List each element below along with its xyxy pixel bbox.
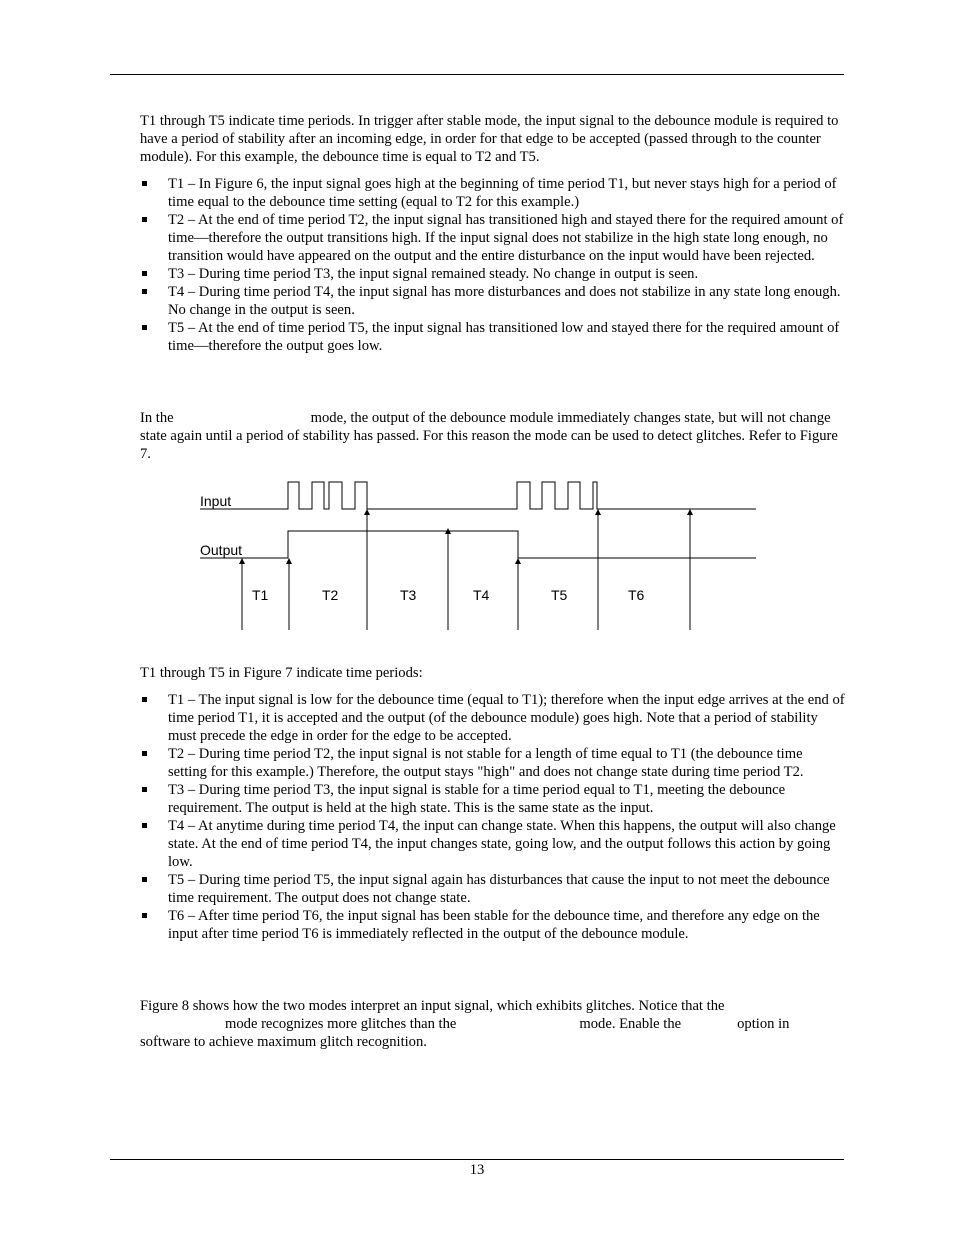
list-item: T6 – After time period T6, the input signal has been stable for the debounce time, and therefore any edge on the input after time period T6 is immediately reflected in the output of the debounce module. [140, 907, 845, 943]
list-item: T4 – During time period T4, the input signal has more disturbances and does not stabilize in any state long enough. No change in the output is seen. [140, 283, 845, 319]
paragraph-text: mode. Enable the [579, 1016, 682, 1032]
figure-8-paragraph [140, 997, 840, 1051]
header-rule [110, 74, 844, 75]
paragraph-text: mode recognizes more glitches than the [225, 1016, 457, 1032]
list-item: T3 – During time period T3, the input signal is stable for a time period equal to T1, meeting the debounce requirement. The output is held at the high state. This is the same state as the input. [140, 781, 845, 817]
list-item: T5 – At the end of time period T5, the input signal has transitioned low and stayed there for the required amount of time—therefore the output goes low. [140, 319, 845, 355]
list-item: T4 – At anytime during time period T4, the input can change state. When this happens, the output will also change state. At the end of time period T4, the input changes state, going low, and the output follows this action by going low. [140, 817, 845, 871]
input-waveform [200, 482, 756, 509]
paragraph-text: Figure 8 shows how the two modes interpret an input signal, which exhibits glitches. Notice that the [140, 998, 725, 1014]
paragraph-text: option in software to achieve maximum glitch recognition. [140, 1016, 790, 1050]
period-label-t3: T3 [400, 587, 417, 603]
list-item: T3 – During time period T3, the input signal remained steady. No change in output is seen. [140, 265, 845, 283]
period-label-t6: T6 [628, 587, 645, 603]
figure-7-intro-paragraph: T1 through T5 in Figure 7 indicate time periods: [140, 665, 423, 681]
trigger-before-stable-paragraph [140, 409, 840, 463]
output-signal-label: Output [200, 542, 243, 558]
list-item: T2 – At the end of time period T2, the input signal has transitioned high and stayed there for the required amount of time—therefore the output transitions high. If the input signal does not stabilize in the high state long enough, no transition would have appeared on the output and the entire disturbance on the input would have been rejected. [140, 211, 845, 265]
intro-paragraph: T1 through T5 indicate time periods. In trigger after stable mode, the input signal to the debounce module is required to have a period of stability after an incoming edge, in order for that edge to be accepted (passed through to the counter module). For this example, the debounce time is equal to T2 and T5. [140, 113, 839, 165]
footer-rule [110, 1159, 844, 1160]
period-label-t2: T2 [322, 587, 339, 603]
period-label-t4: T4 [473, 587, 490, 603]
output-waveform [200, 531, 756, 558]
period-label-t1: T1 [252, 587, 269, 603]
paragraph-text: mode, the output of the debounce module immediately changes state, but will not change state again until a period of stability has passed. For this reason the mode can be used to detect glitches. Refer to Figure 7. [140, 410, 838, 462]
page-number: 13 [469, 1162, 485, 1178]
figure-7-timing-diagram [195, 475, 765, 635]
period-markers [242, 512, 690, 630]
paragraph-text: In the [140, 410, 174, 426]
list-item: T1 – The input signal is low for the debounce time (equal to T1); therefore when the input edge arrives at the end of time period T1, it is accepted and the output (of the debounce module) goes high. Note that a period of stability must precede the edge in order for the edge to be accepted. [140, 691, 845, 745]
list-item: T1 – In Figure 6, the input signal goes high at the beginning of time period T1, but never stays high for a period of time equal to the debounce time setting (equal to T2 for this example.) [140, 175, 845, 211]
input-signal-label: Input [200, 493, 232, 509]
list-item: T2 – During time period T2, the input signal is not stable for a length of time equal to T1 (the debounce time setting for this example.) Therefore, the output stays "high" and does not change state during time period T2. [140, 745, 845, 781]
period-label-t5: T5 [551, 587, 568, 603]
trigger-after-stable-list [140, 175, 845, 355]
list-item: T5 – During time period T5, the input signal again has disturbances that cause the input to not meet the debounce time requirement. The output does not change state. [140, 871, 845, 907]
trigger-before-stable-list [140, 691, 845, 943]
